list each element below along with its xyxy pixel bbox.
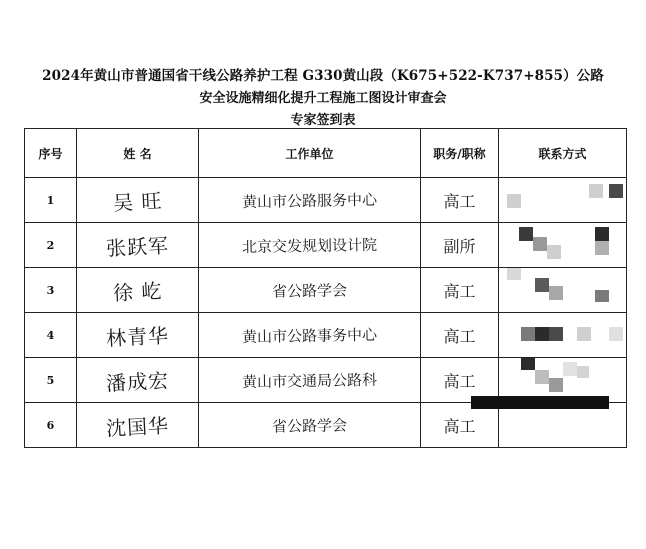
table-row <box>25 223 627 268</box>
title-cell <box>421 178 499 223</box>
table-row <box>25 313 627 358</box>
signature-cell <box>77 178 199 223</box>
signature-cell <box>77 313 199 358</box>
table-row <box>25 403 627 448</box>
handwritten-title: 高工 <box>443 281 476 301</box>
contact-cell-redacted <box>499 178 627 223</box>
col-header-no: 序号 <box>25 129 77 178</box>
title-cell <box>421 223 499 268</box>
row-number: 6 <box>25 403 77 448</box>
handwritten-title: 副所 <box>443 236 476 256</box>
handwritten-title: 高工 <box>443 416 476 436</box>
unit-cell <box>199 358 421 403</box>
handwritten-unit: 黄山市公路服务中心 <box>241 190 378 211</box>
unit-cell <box>199 403 421 448</box>
table-row <box>25 268 627 313</box>
contact-cell-empty <box>499 403 627 448</box>
row-number: 3 <box>25 268 77 313</box>
handwritten-unit: 省公路学会 <box>271 280 348 301</box>
handwritten-name: 张跃军 <box>105 232 170 261</box>
handwritten-name: 吴 旺 <box>112 188 163 215</box>
contact-cell-redacted <box>499 223 627 268</box>
signature-cell <box>77 223 199 268</box>
handwritten-title: 高工 <box>443 191 476 211</box>
handwritten-name: 沈国华 <box>105 412 170 441</box>
handwritten-unit: 北京交发规划设计院 <box>241 235 378 256</box>
handwritten-title: 高工 <box>443 326 476 346</box>
handwritten-name: 林青华 <box>105 322 170 351</box>
contact-cell-redacted <box>499 268 627 313</box>
redaction-bar <box>471 396 609 409</box>
unit-cell <box>199 268 421 313</box>
signature-cell <box>77 358 199 403</box>
document-title-line2: 安全设施精细化提升工程施工图设计审查会 <box>199 91 447 106</box>
unit-cell <box>199 178 421 223</box>
pixel-mask <box>499 223 626 267</box>
unit-cell <box>199 223 421 268</box>
row-number: 4 <box>25 313 77 358</box>
title-cell <box>421 403 499 448</box>
table-header-row <box>25 129 627 178</box>
document-subtitle: 专家签到表 <box>290 113 356 128</box>
title-cell <box>421 313 499 358</box>
col-header-title: 职务/职称 <box>421 129 499 178</box>
row-number: 1 <box>25 178 77 223</box>
handwritten-unit: 省公路学会 <box>271 415 348 436</box>
contact-cell-redacted <box>499 313 627 358</box>
handwritten-name: 徐 屹 <box>112 278 163 305</box>
signature-cell <box>77 403 199 448</box>
unit-cell <box>199 313 421 358</box>
handwritten-unit: 黄山市交通局公路科 <box>241 370 378 391</box>
handwritten-title: 高工 <box>443 371 476 391</box>
signature-cell <box>77 268 199 313</box>
title-cell <box>421 268 499 313</box>
pixel-mask <box>499 178 626 222</box>
document-title-line1: 2024年黄山市普通国省干线公路养护工程 G330黄山段（K675+522-K737+855）公路 <box>42 68 604 84</box>
col-header-name: 姓 名 <box>77 129 199 178</box>
handwritten-unit: 黄山市公路事务中心 <box>241 325 378 346</box>
pixel-mask <box>499 313 626 357</box>
row-number: 5 <box>25 358 77 403</box>
col-header-unit: 工作单位 <box>199 129 421 178</box>
table-row <box>25 178 627 223</box>
pixel-mask <box>499 268 626 312</box>
handwritten-name: 潘成宏 <box>105 367 170 396</box>
row-number: 2 <box>25 223 77 268</box>
col-header-contact: 联系方式 <box>499 129 627 178</box>
